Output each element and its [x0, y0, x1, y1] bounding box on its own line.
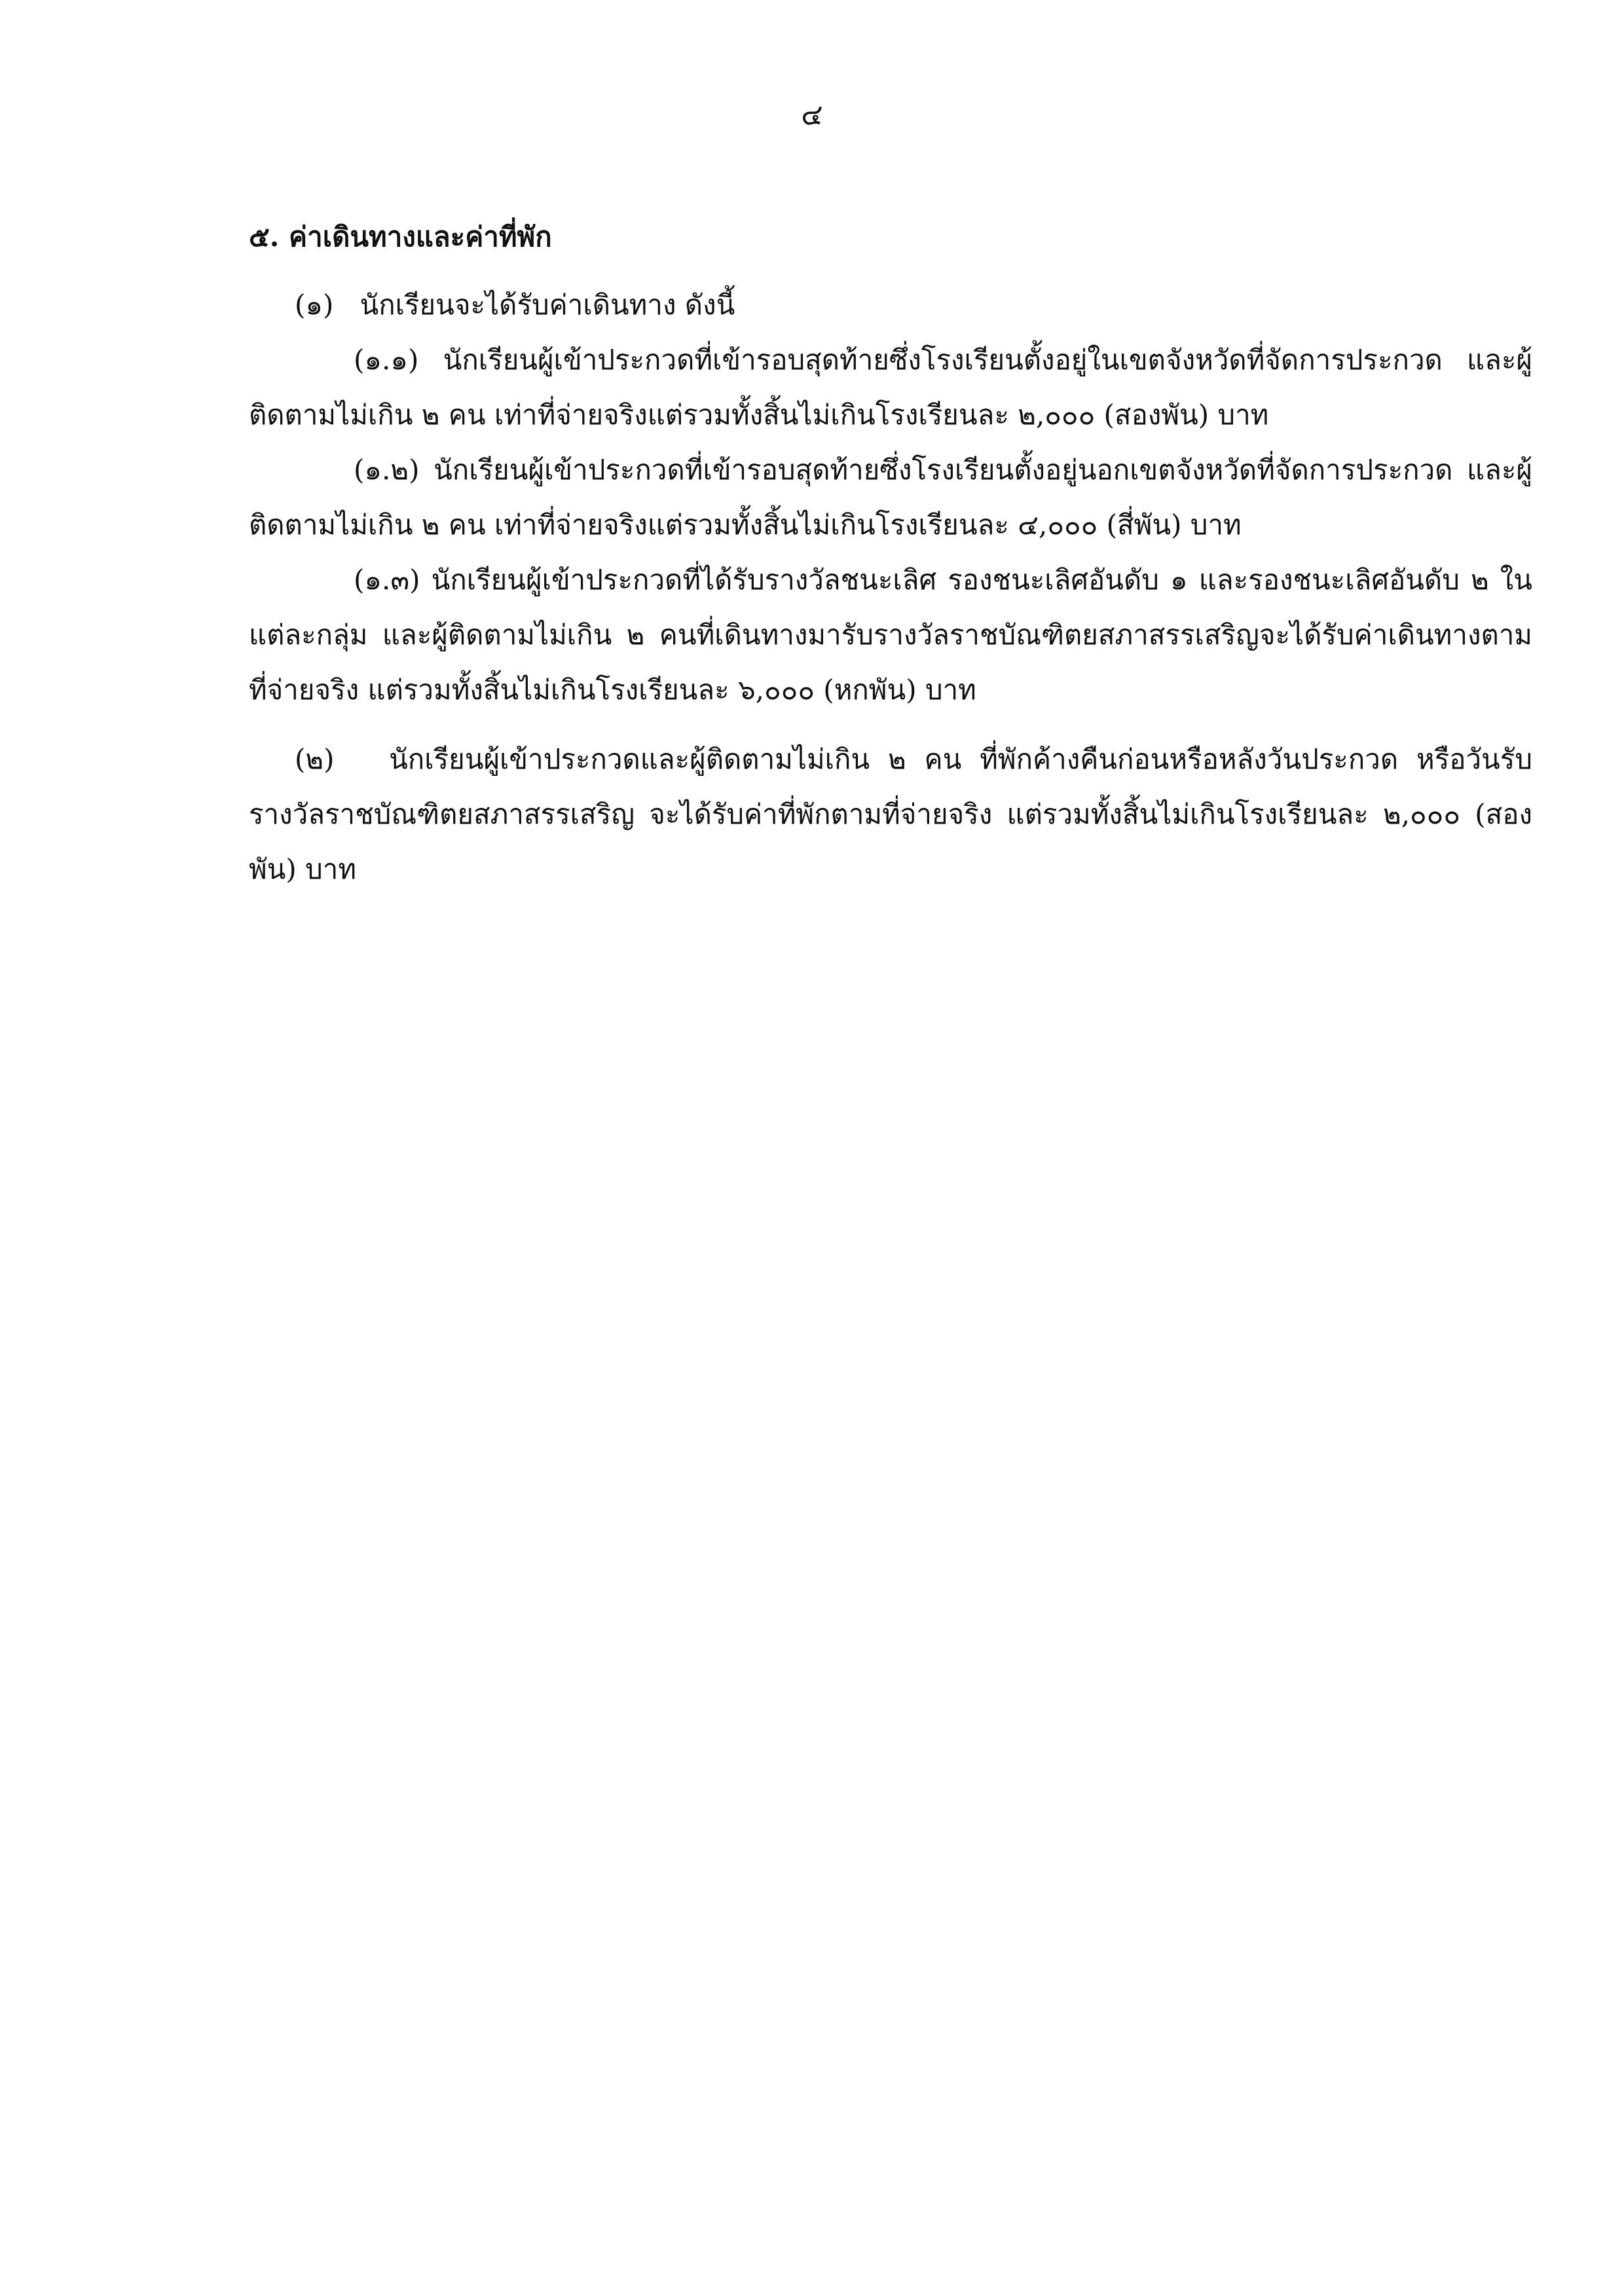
item-1-text: นักเรียนจะได้รับค่าเดินทาง ดังนี้ [360, 289, 735, 321]
subitem-1-3-text: นักเรียนผู้เข้าประกวดที่ได้รับรางวัลชนะเลิศ รองชนะเลิศอันดับ ๑ และรองชนะเลิศอันดับ ๒ ในแต่ละกลุ่ม และผู้ติดตามไม่เกิน ๒ คนที่เดินทางมารับรางวัลราชบัณฑิตยสภาสรรเสริญจะได้รับค่าเดินทางตามที่จ่ายจริง แต่รวมทั้งสิ้นไม่เกินโรงเรียนละ ๖,๐๐๐ (หกพัน) บาท [249, 564, 1532, 706]
item-1-label: (๑) [295, 289, 334, 321]
subitem-1-2 [249, 443, 1532, 553]
subitem-1-1-text: นักเรียนผู้เข้าประกวดที่เข้ารอบสุดท้ายซึ่งโรงเรียนตั้งอยู่ในเขตจังหวัดที่จัดการประกวด และผู้ติดตามไม่เกิน ๒ คน เท่าที่จ่ายจริงแต่รวมทั้งสิ้นไม่เกินโรงเรียนละ ๒,๐๐๐ (สองพัน) บาท [249, 344, 1532, 431]
document-body [249, 210, 1532, 897]
subitem-1-3 [249, 553, 1532, 718]
subitem-1-2-label: (๑.๒) [354, 454, 420, 486]
subitem-1-1 [249, 333, 1532, 443]
section-heading: ๕. ค่าเดินทางและค่าที่พัก [249, 221, 552, 253]
item-1 [249, 278, 1532, 333]
item-2-text: นักเรียนผู้เข้าประกวดและผู้ติดตามไม่เกิน ๒ คน ที่พักค้างคืนก่อนหรือหลังวันประกวด หรือวันรับรางวัลราชบัณฑิตยสภาสรรเสริญ จะได้รับค่าที่พักตามที่จ่ายจริง แต่รวมทั้งสิ้นไม่เกินโรงเรียนละ ๒,๐๐๐ (สองพัน) บาท [249, 743, 1532, 885]
item-2 [249, 732, 1532, 897]
subitem-1-3-label: (๑.๓) [354, 564, 420, 596]
subitem-1-1-label: (๑.๑) [354, 344, 419, 376]
item-2-label: (๒) [295, 743, 335, 775]
subitem-1-2-text: นักเรียนผู้เข้าประกวดที่เข้ารอบสุดท้ายซึ่งโรงเรียนตั้งอยู่นอกเขตจังหวัดที่จัดการประกวด และผู้ติดตามไม่เกิน ๒ คน เท่าที่จ่ายจริงแต่รวมทั้งสิ้นไม่เกินโรงเรียนละ ๔,๐๐๐ (สี่พัน) บาท [249, 454, 1532, 541]
page-number: ๔ [801, 98, 823, 132]
